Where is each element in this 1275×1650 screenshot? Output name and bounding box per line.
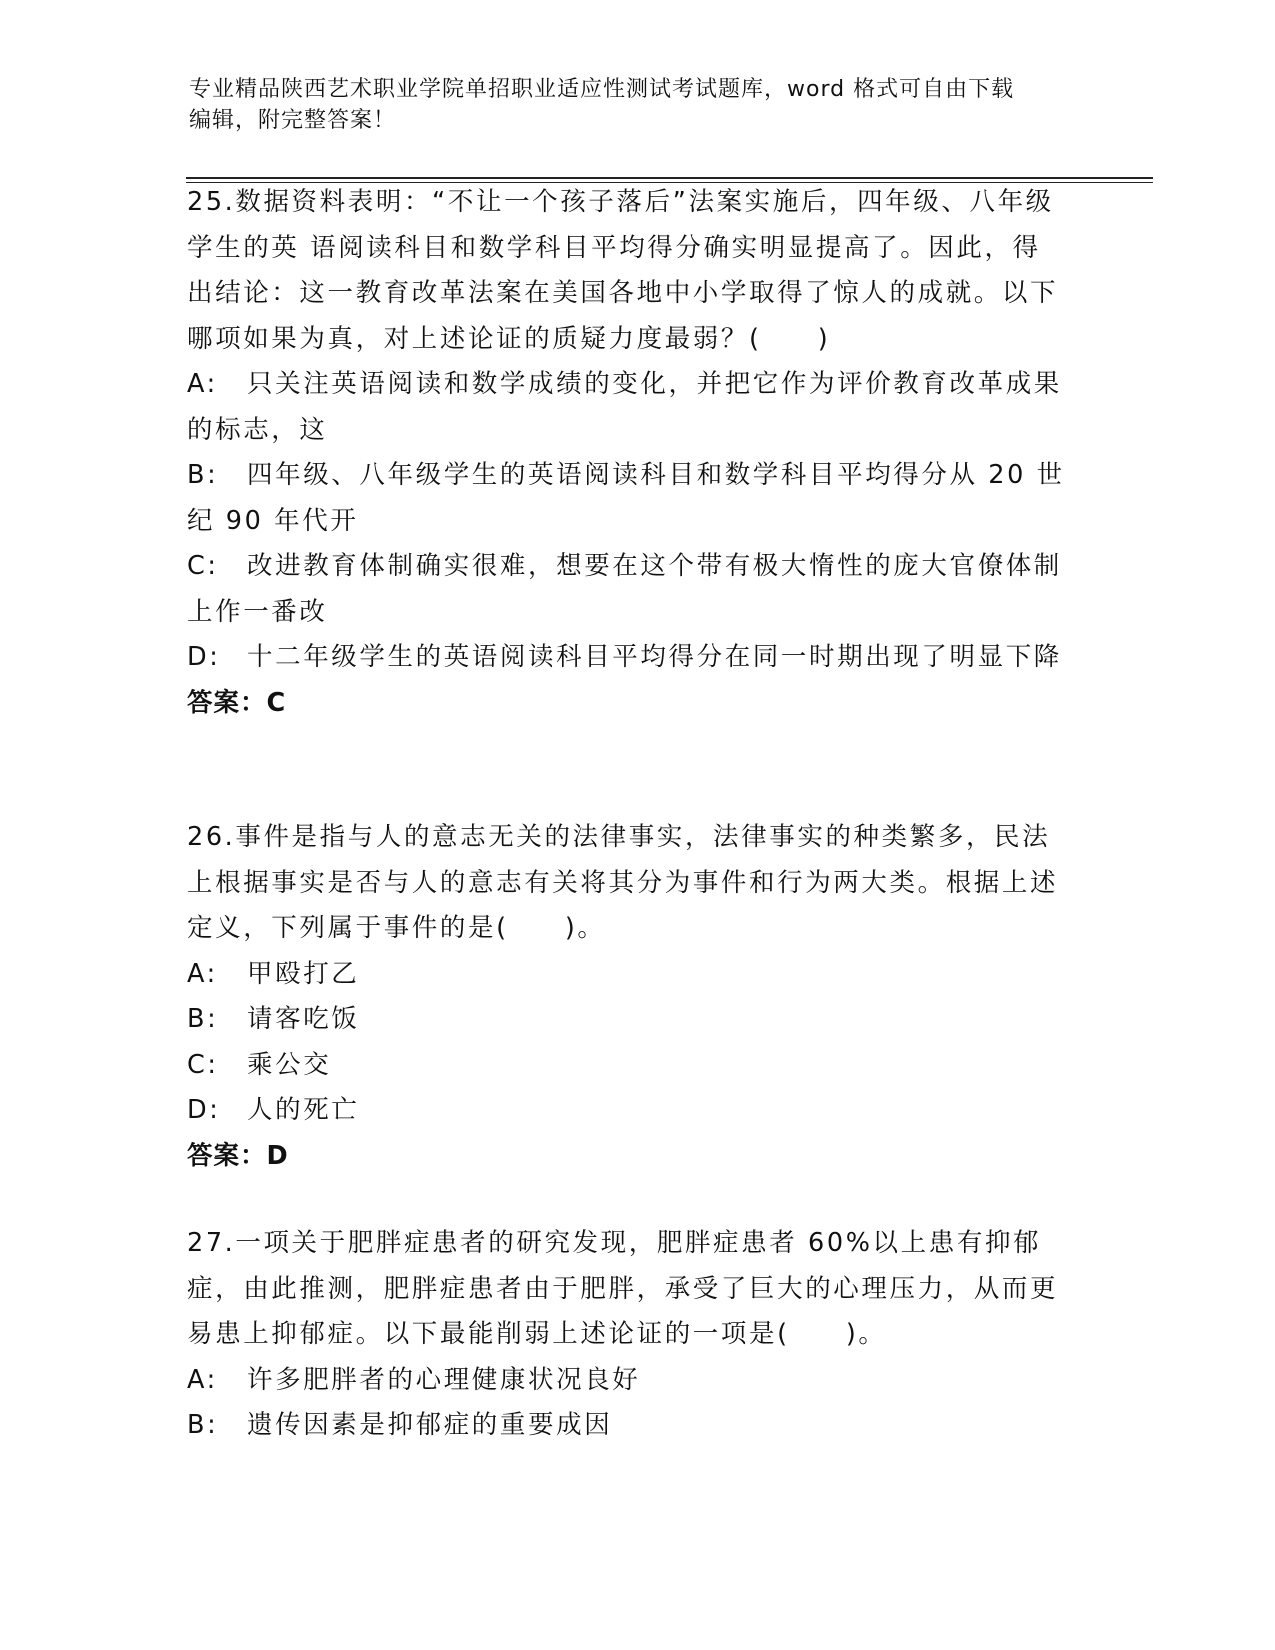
option-text: 改进教育体制确实很难，想要在这个带有极大惰性的庞大官僚体制上作一番改 — [187, 551, 1062, 627]
option-text: 乘公交 — [247, 1049, 332, 1080]
option-label: D: — [187, 642, 221, 672]
question-stem: 26.事件是指与人的意志无关的法律事实，法律事实的种类繁多，民法上根据事实是否与人的意志有关将其分为事件和行为两大类。根据上述定义，下列属于事件的是( )。 — [187, 822, 1059, 943]
option-d — [187, 1088, 1067, 1134]
document-header — [189, 74, 1069, 136]
option-label: A: — [187, 369, 218, 399]
option-label: B: — [187, 1410, 219, 1440]
option-text: 四年级、八年级学生的英语阅读科目和数学科目平均得分从 20 世纪 90 年代开 — [187, 460, 1065, 536]
option-b — [187, 453, 1067, 544]
option-b — [187, 1403, 1067, 1449]
option-text: 十二年级学生的英语阅读科目平均得分在同一时期出现了明显下降 — [247, 642, 1062, 672]
header-line-2: 编辑，附完整答案！ — [189, 108, 397, 133]
option-text: 许多肥胖者的心理健康状况良好 — [247, 1364, 641, 1395]
option-text: 请客吃饭 — [247, 1004, 360, 1034]
option-text: 只关注英语阅读和数学成绩的变化，并把它作为评价教育改革成果的标志，这 — [187, 369, 1062, 445]
option-c — [187, 544, 1067, 635]
answer-line: 答案：D — [187, 1140, 289, 1171]
option-text: 人的死亡 — [247, 1095, 360, 1125]
option-text: 甲殴打乙 — [247, 958, 360, 989]
option-label: D: — [187, 1095, 221, 1125]
option-b — [187, 997, 1067, 1043]
option-label: B: — [187, 1004, 219, 1034]
question-27 — [187, 1221, 1067, 1449]
option-a — [187, 362, 1067, 453]
option-d — [187, 635, 1067, 681]
option-label: C: — [187, 1049, 219, 1080]
option-a — [187, 952, 1067, 998]
question-stem: 27.一项关于肥胖症患者的研究发现，肥胖症患者 60%以上患有抑郁症，由此推测，肥胖症患者由于肥胖，承受了巨大的心理压力，从而更易患上抑郁症。以下最能削弱上述论证的一项是( )。 — [187, 1228, 1059, 1349]
option-label: A: — [187, 1364, 218, 1395]
question-26 — [187, 815, 1067, 1179]
option-text: 遗传因素是抑郁症的重要成因 — [247, 1410, 613, 1440]
header-line-1: 专业精品陕西艺术职业学院单招职业适应性测试考试题库，word 格式可自由下载 — [189, 77, 1015, 102]
answer-line: 答案：C — [187, 687, 287, 718]
header-divider-thick — [186, 177, 1153, 179]
option-label: C: — [187, 551, 219, 581]
option-a — [187, 1358, 1067, 1404]
option-label: A: — [187, 958, 218, 989]
question-25 — [187, 180, 1067, 726]
option-label: B: — [187, 460, 219, 490]
option-c — [187, 1043, 1067, 1089]
question-stem: 25.数据资料表明：“不让一个孩子落后”法案实施后，四年级、八年级学生的英 语阅读科目和数学科目平均得分确实明显提高了。因此，得出结论：这一教育改革法案在美国各地中小学取得了惊人的成就。以下哪项如果为真，对上述论证的质疑力度最弱？( ) — [187, 187, 1059, 354]
